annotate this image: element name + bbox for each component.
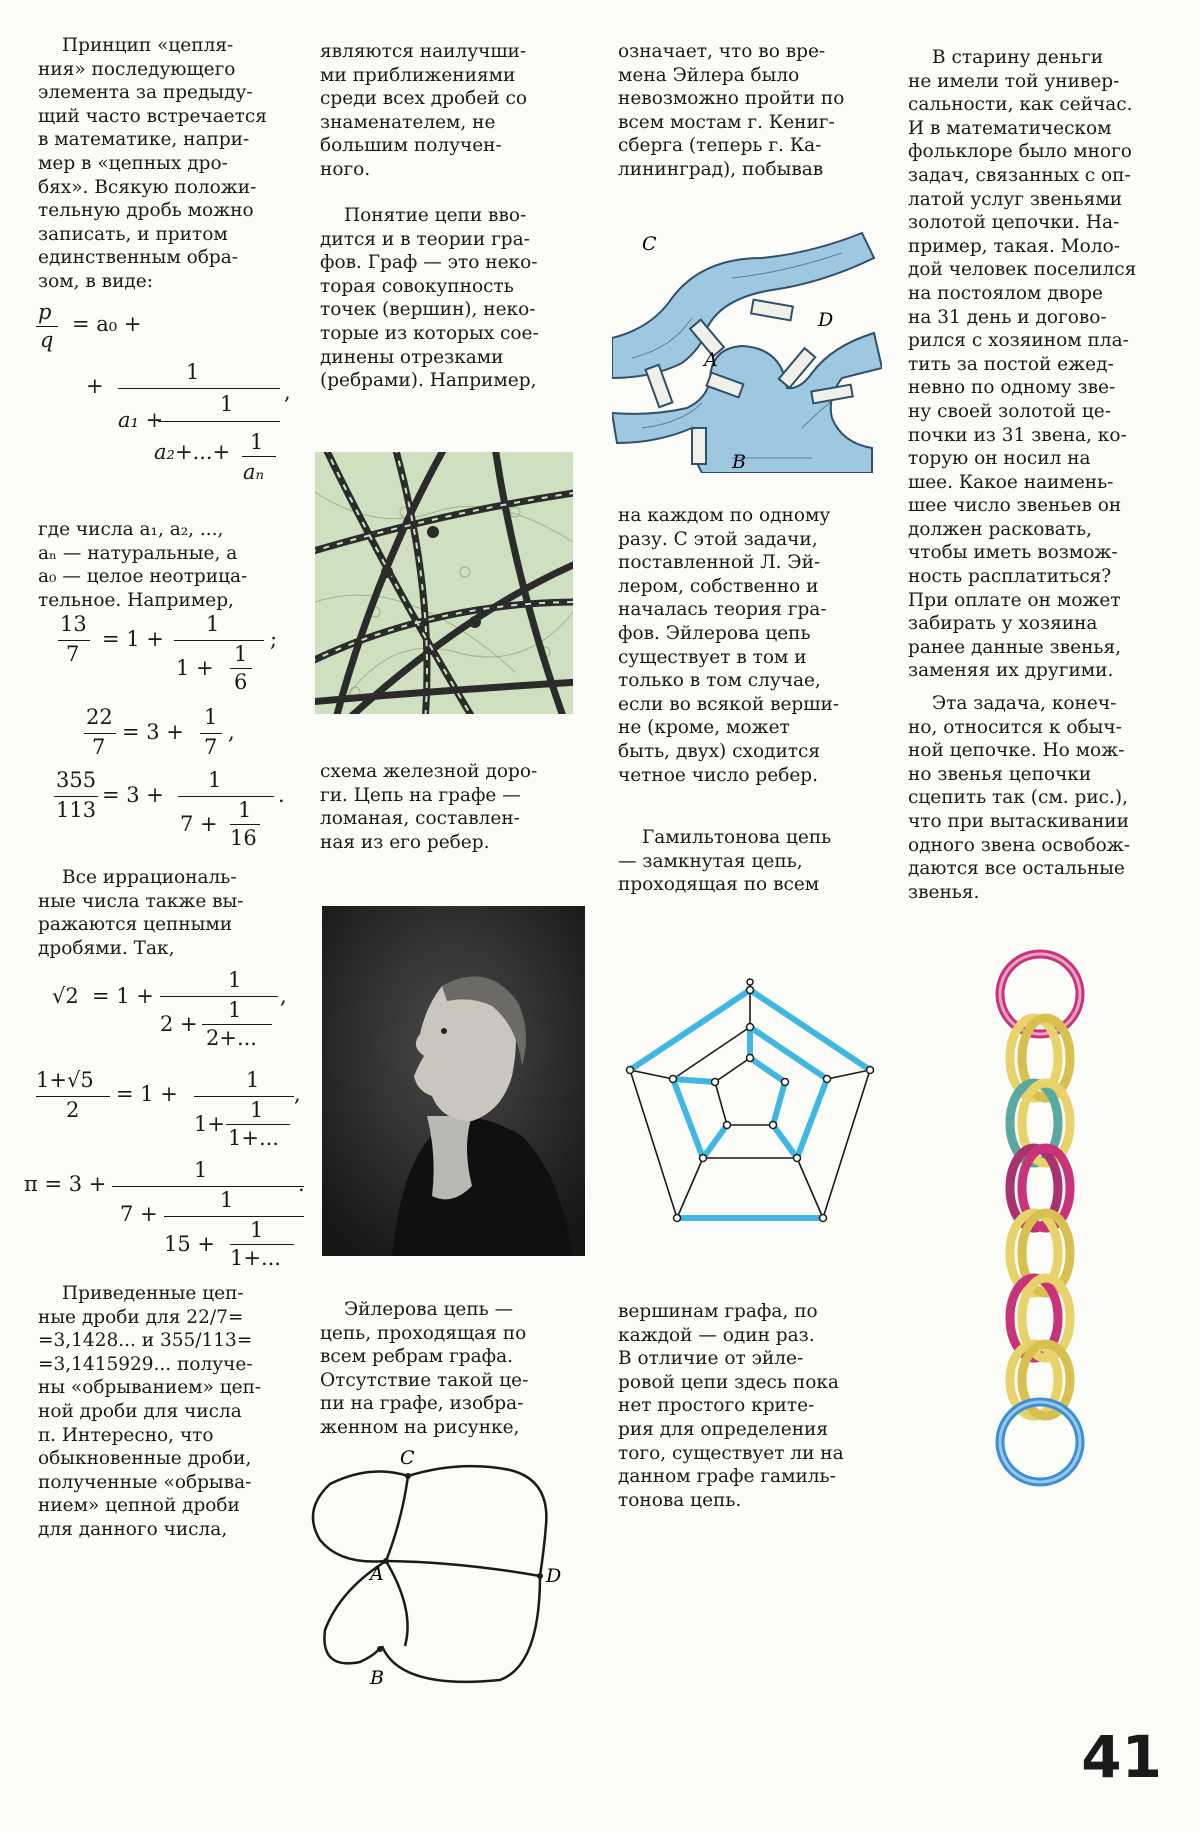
graph-label-a: A xyxy=(370,1563,384,1585)
text-line: — замкнутая цепь, xyxy=(618,850,803,872)
formula-one: 1 xyxy=(234,642,248,666)
hamiltonian-dodecahedron-graph xyxy=(620,970,880,1230)
formula-plus: + xyxy=(86,374,104,398)
col2-p3 xyxy=(320,760,573,854)
text-line: сцепить так (см. рис.), xyxy=(908,787,1129,809)
col3-p4 xyxy=(618,1300,871,1512)
formula-one: 1 xyxy=(238,798,252,822)
formula-q: q xyxy=(40,328,54,352)
text-line: большим получен- xyxy=(320,135,502,157)
formula-one-plus: 1 + xyxy=(176,656,214,680)
formula-one: 1 xyxy=(186,360,200,384)
text-line: невно по одному зве- xyxy=(908,377,1116,399)
text-line: данном графе гамиль- xyxy=(618,1466,836,1488)
text-line: Понятие цепи вво- xyxy=(344,205,527,226)
text-line: рия для определения xyxy=(618,1418,829,1440)
formula-one-plus: 1+ xyxy=(194,1112,225,1136)
text-line: тельную дробь можно xyxy=(38,200,254,222)
text-line: И в математическом xyxy=(908,117,1112,139)
text-line: точек (вершин), неко- xyxy=(320,299,536,321)
text-line: одного звена освобож- xyxy=(908,834,1130,856)
formula-one: 1 xyxy=(206,612,220,636)
text-line: ные дроби для 22/7= xyxy=(38,1306,244,1328)
formula-n355: 355 xyxy=(56,768,97,792)
text-line: Приведенные цеп- xyxy=(62,1283,244,1304)
text-line: Эйлерова цепь — xyxy=(344,1299,514,1320)
text-line: на каждом по одному xyxy=(618,505,831,526)
bridge-label-a: A xyxy=(704,349,718,371)
text-line: на 31 день и догово- xyxy=(908,306,1107,328)
formula-d7: 7 xyxy=(92,735,106,759)
konigsberg-bridges-map xyxy=(612,228,882,473)
konigsberg-graph-figure xyxy=(300,1450,580,1700)
formula-eq: = 1 + xyxy=(92,984,154,1008)
formula-one: 1 xyxy=(250,1218,264,1242)
formula-one: 1 xyxy=(220,1188,234,1212)
formula-a0: = a₀ + xyxy=(72,312,142,336)
col2-p1 xyxy=(320,40,573,182)
text-line: ранее данные звенья, xyxy=(908,636,1122,658)
text-line: но звенья цепочки xyxy=(908,763,1092,785)
text-line: торые из которых сое- xyxy=(320,322,539,344)
bridge-label-c: C xyxy=(642,233,657,255)
text-line: означает, что во вре- xyxy=(618,41,826,62)
formula-pi xyxy=(24,1158,304,1272)
formula-n22: 22 xyxy=(86,705,113,729)
formula-n13: 13 xyxy=(60,612,87,636)
formula-one: 1 xyxy=(194,1158,208,1182)
formula-one: 1 xyxy=(208,768,222,792)
formula-comma: , xyxy=(294,1082,301,1106)
text-line: единственным обра- xyxy=(38,247,239,269)
page-number: 41 xyxy=(1081,1723,1162,1791)
col2-p2 xyxy=(320,204,573,393)
col1-after xyxy=(38,518,288,612)
text-line: золотой цепочки. На- xyxy=(908,212,1120,234)
text-line: ные числа также вы- xyxy=(38,890,244,912)
text-line: латой услуг звеньями xyxy=(908,188,1123,210)
text-line: дится и в теории гра- xyxy=(320,228,530,250)
text-line: пи на графе, изобра- xyxy=(320,1393,524,1415)
text-line: того, существует ли на xyxy=(618,1442,844,1464)
text-line: =3,1415929... получе- xyxy=(38,1353,253,1375)
text-line: При оплате он может xyxy=(908,589,1121,611)
text-line: ломаная, составлен- xyxy=(320,808,520,830)
text-line: даются все остальные xyxy=(908,858,1125,880)
graph-label-c: C xyxy=(400,1450,415,1469)
col1-end xyxy=(38,1282,288,1542)
formula-355-113 xyxy=(50,768,290,852)
text-line: нет простого крите- xyxy=(618,1395,815,1417)
text-line: В отличие от эйле- xyxy=(618,1348,804,1370)
formula-sqrt2 xyxy=(52,968,292,1052)
text-line: мер в «цепных дро- xyxy=(38,152,228,174)
text-line: ровой цепи здесь пока xyxy=(618,1371,839,1393)
formula-seven: 7 xyxy=(204,735,218,759)
railway-map-image xyxy=(315,452,573,714)
formula-sqrt2-lhs: √2 xyxy=(52,984,79,1008)
text-line: лининград), побывав xyxy=(618,158,824,180)
text-line: лером, собственно и xyxy=(618,575,819,597)
formula-general-continued-fraction xyxy=(38,300,298,500)
text-line: ния» последующего xyxy=(38,58,236,80)
formula-eq: = 3 + xyxy=(122,720,184,744)
text-line: (ребрами). Например, xyxy=(320,370,537,392)
text-line: ми приближениями xyxy=(320,64,516,86)
text-line: торая совокупность xyxy=(320,275,514,297)
formula-one-dots: 1+... xyxy=(228,1126,279,1150)
graph-label-b: B xyxy=(370,1667,384,1689)
text-line: ная из его ребер. xyxy=(320,831,490,853)
formula-eq: = 3 + xyxy=(102,783,164,807)
formula-period: . xyxy=(298,1172,305,1196)
formula-golden-ratio xyxy=(36,1068,301,1152)
formula-one: 1 xyxy=(250,430,264,454)
text-line: зом, в виде: xyxy=(38,270,153,292)
text-line: проходящая по всем xyxy=(618,874,820,896)
text-line: тельное. Например, xyxy=(38,589,234,611)
text-line: на постоялом дворе xyxy=(908,282,1104,304)
col2-p4 xyxy=(320,1298,573,1440)
text-line: ной дроби для числа xyxy=(38,1400,242,1422)
text-line: тить за постой ежед- xyxy=(908,353,1114,375)
formula-two-plus: 2 + xyxy=(160,1012,198,1036)
formula-fifteen-plus: 15 + xyxy=(164,1232,215,1256)
text-line: ну своей золотой це- xyxy=(908,400,1111,422)
text-line: схема железной доро- xyxy=(320,761,538,782)
formula-22-7 xyxy=(80,705,260,765)
text-line: заменяя их другими. xyxy=(908,660,1114,682)
text-line: почки из 31 звена, ко- xyxy=(908,424,1127,446)
col3-p1 xyxy=(618,40,871,182)
formula-pi-lhs: π = 3 + xyxy=(24,1172,107,1196)
formula-semicolon: ; xyxy=(270,627,278,651)
text-line: дой человек поселился xyxy=(908,259,1137,281)
text-line: разу. С этой задачи, xyxy=(618,528,818,550)
gold-chain-illustration xyxy=(980,948,1100,1488)
text-line: шее число звеньев он xyxy=(908,495,1122,517)
text-line: фов. Граф — это неко- xyxy=(320,252,538,274)
text-line: чтобы иметь возмож- xyxy=(908,542,1118,564)
formula-period: . xyxy=(278,783,285,807)
text-line: Отсутствие такой це- xyxy=(320,1369,529,1391)
text-line: Все иррациональ- xyxy=(62,867,237,888)
formula-one-sqrt5: 1+√5 xyxy=(36,1068,94,1092)
text-line: сальности, как сейчас. xyxy=(908,94,1133,116)
text-line: нием» цепной дроби xyxy=(38,1495,240,1517)
text-line: ги. Цепь на графе — xyxy=(320,784,521,806)
formula-one: 1 xyxy=(228,998,242,1022)
formula-one: 1 xyxy=(228,968,242,992)
text-line: быть, двух) сходится xyxy=(618,740,821,762)
text-line: звенья. xyxy=(908,881,980,903)
text-line: всем ребрам графа. xyxy=(320,1346,514,1368)
formula-a2: a₂+...+ xyxy=(154,440,231,464)
text-line: задач, связанных с оп- xyxy=(908,164,1131,186)
formula-comma: , xyxy=(284,380,291,404)
text-line: ного. xyxy=(320,158,371,180)
text-line: всем мостам г. Кениг- xyxy=(618,111,835,133)
formula-13-7 xyxy=(50,610,290,694)
text-line: не (кроме, может xyxy=(618,717,790,739)
text-line: если во всякой верши- xyxy=(618,693,840,715)
formula-seven-plus: 7 + xyxy=(180,812,218,836)
formula-sixteen: 16 xyxy=(230,826,257,850)
text-line: ность расплатиться? xyxy=(908,566,1112,588)
text-line: женном на рисунке, xyxy=(320,1416,520,1438)
text-line: тонова цепь. xyxy=(618,1489,742,1511)
bridge-label-d: D xyxy=(818,309,834,331)
formula-one-dots: 1+... xyxy=(230,1246,281,1270)
col4-p2 xyxy=(908,692,1163,904)
formula-d113: 113 xyxy=(56,798,97,822)
text-line: Принцип «цепля- xyxy=(62,35,234,56)
formula-six: 6 xyxy=(234,670,248,694)
text-line: не имели той универ- xyxy=(908,70,1120,92)
text-line: ной цепочке. Но мож- xyxy=(908,740,1125,762)
text-line: пример, такая. Моло- xyxy=(908,235,1120,257)
text-line: мена Эйлера было xyxy=(618,64,800,86)
text-line: началась теория гра- xyxy=(618,599,827,621)
text-line: рился с хозяином пла- xyxy=(908,330,1129,352)
formula-comma: , xyxy=(228,720,235,744)
text-line: шее. Какое наимень- xyxy=(908,471,1114,493)
text-line: =3,1428... и 355/113= xyxy=(38,1330,253,1352)
text-line: вершинам графа, по xyxy=(618,1301,818,1322)
text-line: динены отрезками xyxy=(320,346,504,368)
col3-p3 xyxy=(618,826,871,897)
formula-one: 1 xyxy=(246,1068,260,1092)
text-line: π. Интересно, что xyxy=(38,1424,214,1446)
formula-one: 1 xyxy=(220,392,234,416)
text-line: записать, и притом xyxy=(38,223,228,245)
text-line: но, относится к обыч- xyxy=(908,716,1122,738)
text-line: сберга (теперь г. Ка- xyxy=(618,135,822,157)
text-line: существует в том и xyxy=(618,646,807,668)
text-line: знаменателем, не xyxy=(320,111,496,133)
formula-eq: = 1 + xyxy=(116,1082,178,1106)
formula-comma: , xyxy=(280,984,287,1008)
text-line: поставленной Л. Эй- xyxy=(618,552,821,574)
text-line: a₀ — целое неотрица- xyxy=(38,566,248,588)
text-line: для данного числа, xyxy=(38,1518,228,1540)
text-line: фольклоре было много xyxy=(908,141,1132,163)
text-line: являются наилучши- xyxy=(320,41,527,62)
text-line: каждой — один раз. xyxy=(618,1324,815,1346)
col3-p2 xyxy=(618,504,871,787)
formula-two: 2 xyxy=(66,1098,80,1122)
text-line: В старину деньги xyxy=(932,47,1104,68)
text-line: aₙ — натуральные, а xyxy=(38,542,238,564)
euler-portrait-image xyxy=(322,906,585,1256)
text-line: ны «обрыванием» цеп- xyxy=(38,1377,262,1399)
text-line: забирать у хозяина xyxy=(908,613,1098,635)
formula-p: p xyxy=(38,300,52,324)
text-line: полученные «обрыва- xyxy=(38,1471,252,1493)
formula-a1: a₁ + xyxy=(118,408,164,432)
text-line: ражаются цепными xyxy=(38,914,233,936)
col4-p1 xyxy=(908,46,1163,683)
bridge-label-b: B xyxy=(732,451,746,473)
formula-one: 1 xyxy=(250,1098,264,1122)
text-line: элемента за предыду- xyxy=(38,82,253,104)
text-line: среди всех дробей со xyxy=(320,88,527,110)
text-line: Гамильтонова цепь xyxy=(642,827,832,848)
text-line: где числа a₁, a₂, ..., xyxy=(38,519,224,540)
text-line: дробями. Так, xyxy=(38,937,175,959)
text-line: в математике, напри- xyxy=(38,129,250,151)
col1-irrational xyxy=(38,866,288,960)
text-line: бях». Всякую положи- xyxy=(38,176,257,198)
text-line: должен расковать, xyxy=(908,518,1093,540)
formula-seven-plus: 7 + xyxy=(120,1202,158,1226)
text-line: обыкновенные дроби, xyxy=(38,1448,252,1470)
text-line: торую он носил на xyxy=(908,448,1091,470)
text-line: Эта задача, конеч- xyxy=(932,693,1117,714)
text-line: щий часто встречается xyxy=(38,105,267,127)
graph-label-d: D xyxy=(546,1565,562,1587)
text-line: только в том случае, xyxy=(618,670,821,692)
text-line: цепь, проходящая по xyxy=(320,1322,527,1344)
text-line: что при вытаскивании xyxy=(908,810,1129,832)
formula-d7: 7 xyxy=(66,642,80,666)
col1-intro xyxy=(38,34,288,294)
formula-eq: = 1 + xyxy=(102,627,164,651)
formula-an: aₙ xyxy=(243,460,265,484)
formula-one: 1 xyxy=(204,705,218,729)
text-line: фов. Эйлерова цепь xyxy=(618,622,811,644)
text-line: четное число ребер. xyxy=(618,764,819,786)
formula-two-dots: 2+... xyxy=(206,1026,257,1050)
text-line: невозможно пройти по xyxy=(618,88,845,110)
